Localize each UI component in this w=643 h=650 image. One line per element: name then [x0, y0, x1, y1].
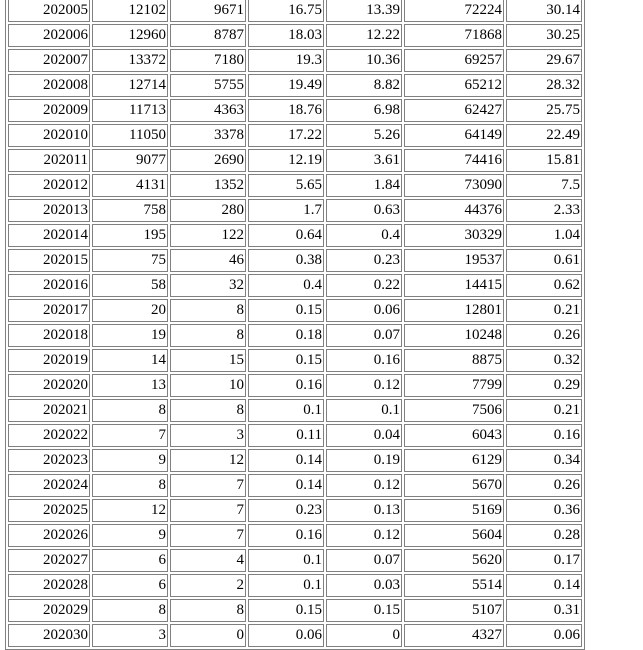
table-row [8, 199, 582, 222]
table-cell: 0.17 [506, 549, 582, 572]
table-cell: 0.38 [248, 249, 324, 272]
table-cell: 0.13 [326, 499, 402, 522]
table-cell: 12801 [404, 299, 504, 322]
table-cell: 72224 [404, 0, 504, 22]
table-row [8, 599, 582, 622]
table-cell: 0.26 [506, 474, 582, 497]
table-cell: 0.31 [506, 599, 582, 622]
table-cell: 0.21 [506, 399, 582, 422]
table-row [8, 274, 582, 297]
table-cell: 4327 [404, 624, 504, 647]
row-id-cell: 202013 [8, 199, 90, 222]
table-cell: 0.26 [506, 324, 582, 347]
table-row [8, 349, 582, 372]
table-cell: 5755 [170, 74, 246, 97]
row-id-cell: 202008 [8, 74, 90, 97]
row-id-cell: 202021 [8, 399, 90, 422]
table-cell: 17.22 [248, 124, 324, 147]
table-cell: 11050 [92, 124, 168, 147]
table-row [8, 424, 582, 447]
table-cell: 18.03 [248, 24, 324, 47]
table-cell: 9 [92, 449, 168, 472]
table-cell: 195 [92, 224, 168, 247]
row-id-cell: 202011 [8, 149, 90, 172]
table-cell: 1352 [170, 174, 246, 197]
table-cell: 71868 [404, 24, 504, 47]
table-cell: 19.49 [248, 74, 324, 97]
row-id-cell: 202007 [8, 49, 90, 72]
table-cell: 7799 [404, 374, 504, 397]
table-cell: 73090 [404, 174, 504, 197]
table-cell: 1.7 [248, 199, 324, 222]
table-cell: 0.07 [326, 549, 402, 572]
table-cell: 0.06 [326, 299, 402, 322]
table-cell: 1.04 [506, 224, 582, 247]
table-row [8, 99, 582, 122]
table-cell: 12.19 [248, 149, 324, 172]
table-cell: 28.32 [506, 74, 582, 97]
table-cell: 19.3 [248, 49, 324, 72]
row-id-cell: 202016 [8, 274, 90, 297]
table-cell: 0 [326, 624, 402, 647]
table-cell: 7180 [170, 49, 246, 72]
table-cell: 5.65 [248, 174, 324, 197]
table-cell: 0.11 [248, 424, 324, 447]
table-cell: 46 [170, 249, 246, 272]
table-cell: 7 [170, 524, 246, 547]
table-cell: 0.06 [248, 624, 324, 647]
table-cell: 8 [170, 599, 246, 622]
table-cell: 0.03 [326, 574, 402, 597]
table-cell: 4131 [92, 174, 168, 197]
table-cell: 8 [92, 474, 168, 497]
table-cell: 10.36 [326, 49, 402, 72]
table-row [8, 224, 582, 247]
table-cell: 5670 [404, 474, 504, 497]
table-cell: 75 [92, 249, 168, 272]
table-cell: 25.75 [506, 99, 582, 122]
table-cell: 0.19 [326, 449, 402, 472]
table-row [8, 449, 582, 472]
table-cell: 2.33 [506, 199, 582, 222]
table-cell: 8 [92, 599, 168, 622]
table-row [8, 549, 582, 572]
table-cell: 0.61 [506, 249, 582, 272]
table-cell: 7.5 [506, 174, 582, 197]
table-cell: 74416 [404, 149, 504, 172]
table-cell: 4 [170, 549, 246, 572]
table-cell: 5.26 [326, 124, 402, 147]
table-row [8, 474, 582, 497]
table-cell: 0.23 [248, 499, 324, 522]
table-cell: 10248 [404, 324, 504, 347]
table-cell: 15.81 [506, 149, 582, 172]
table-cell: 0.22 [326, 274, 402, 297]
row-id-cell: 202018 [8, 324, 90, 347]
table-row [8, 374, 582, 397]
row-id-cell: 202010 [8, 124, 90, 147]
table-cell: 8875 [404, 349, 504, 372]
table-cell: 58 [92, 274, 168, 297]
table-cell: 0.32 [506, 349, 582, 372]
table-cell: 30329 [404, 224, 504, 247]
table-cell: 12.22 [326, 24, 402, 47]
table-cell: 65212 [404, 74, 504, 97]
table-cell: 0.28 [506, 524, 582, 547]
table-row [8, 149, 582, 172]
table-cell: 18.76 [248, 99, 324, 122]
table-cell: 280 [170, 199, 246, 222]
table-cell: 1.84 [326, 174, 402, 197]
table-cell: 5169 [404, 499, 504, 522]
row-id-cell: 202019 [8, 349, 90, 372]
table-cell: 0.15 [248, 599, 324, 622]
table-cell: 0.62 [506, 274, 582, 297]
table-cell: 0.14 [248, 474, 324, 497]
table-cell: 6043 [404, 424, 504, 447]
row-id-cell: 202024 [8, 474, 90, 497]
table-cell: 8 [170, 324, 246, 347]
table-cell: 7506 [404, 399, 504, 422]
table-cell: 0.14 [506, 574, 582, 597]
table-row [8, 24, 582, 47]
table-row [8, 499, 582, 522]
table-cell: 7 [92, 424, 168, 447]
table-row [8, 124, 582, 147]
table-cell: 0.16 [506, 424, 582, 447]
row-id-cell: 202017 [8, 299, 90, 322]
table-cell: 0.16 [248, 524, 324, 547]
table-cell: 0.12 [326, 374, 402, 397]
row-id-cell: 202006 [8, 24, 90, 47]
table-cell: 13372 [92, 49, 168, 72]
table-cell: 0.15 [248, 299, 324, 322]
table-row [8, 299, 582, 322]
table-cell: 0.36 [506, 499, 582, 522]
table-cell: 4363 [170, 99, 246, 122]
table-row [8, 49, 582, 72]
table-cell: 12 [170, 449, 246, 472]
table-cell: 2 [170, 574, 246, 597]
table-cell: 0.4 [326, 224, 402, 247]
table-cell: 0.64 [248, 224, 324, 247]
table-cell: 122 [170, 224, 246, 247]
table-cell: 0.16 [326, 349, 402, 372]
table-cell: 0.4 [248, 274, 324, 297]
table-cell: 29.67 [506, 49, 582, 72]
table-cell: 8 [92, 399, 168, 422]
row-id-cell: 202027 [8, 549, 90, 572]
table-cell: 0.16 [248, 374, 324, 397]
table-cell: 6129 [404, 449, 504, 472]
table-row [8, 249, 582, 272]
table-cell: 19 [92, 324, 168, 347]
table-cell: 8787 [170, 24, 246, 47]
table-cell: 3378 [170, 124, 246, 147]
table-cell: 12102 [92, 0, 168, 22]
table-cell: 14 [92, 349, 168, 372]
table-row [8, 74, 582, 97]
table-cell: 30.14 [506, 0, 582, 22]
row-id-cell: 202005 [8, 0, 90, 22]
table-cell: 0.15 [248, 349, 324, 372]
table-cell: 14415 [404, 274, 504, 297]
table-cell: 9077 [92, 149, 168, 172]
table-cell: 0.06 [506, 624, 582, 647]
table-cell: 0.1 [326, 399, 402, 422]
table-cell: 7 [170, 474, 246, 497]
row-id-cell: 202028 [8, 574, 90, 597]
row-id-cell: 202014 [8, 224, 90, 247]
table-cell: 2690 [170, 149, 246, 172]
table-cell: 11713 [92, 99, 168, 122]
row-id-cell: 202025 [8, 499, 90, 522]
table-cell: 10 [170, 374, 246, 397]
table-cell: 69257 [404, 49, 504, 72]
table-cell: 19537 [404, 249, 504, 272]
table-cell: 12714 [92, 74, 168, 97]
row-id-cell: 202022 [8, 424, 90, 447]
table-cell: 0.14 [248, 449, 324, 472]
table-cell: 0.1 [248, 399, 324, 422]
row-id-cell: 202029 [8, 599, 90, 622]
table-cell: 62427 [404, 99, 504, 122]
table-cell: 0 [170, 624, 246, 647]
table-cell: 0.07 [326, 324, 402, 347]
table-row [8, 324, 582, 347]
table-row [8, 524, 582, 547]
table-cell: 20 [92, 299, 168, 322]
table-cell: 12960 [92, 24, 168, 47]
table-row [8, 399, 582, 422]
table-cell: 758 [92, 199, 168, 222]
table-cell: 16.75 [248, 0, 324, 22]
table-row [8, 0, 582, 22]
table-cell: 8 [170, 399, 246, 422]
table-cell: 8.82 [326, 74, 402, 97]
table-cell: 5107 [404, 599, 504, 622]
row-id-cell: 202015 [8, 249, 90, 272]
table-cell: 15 [170, 349, 246, 372]
table-cell: 30.25 [506, 24, 582, 47]
table-cell: 6.98 [326, 99, 402, 122]
table-cell: 7 [170, 499, 246, 522]
table-cell: 5620 [404, 549, 504, 572]
table-cell: 9 [92, 524, 168, 547]
table-cell: 5604 [404, 524, 504, 547]
table-cell: 0.63 [326, 199, 402, 222]
table-row [8, 624, 582, 647]
table-cell: 9671 [170, 0, 246, 22]
table-cell: 0.29 [506, 374, 582, 397]
table-cell: 6 [92, 549, 168, 572]
table-row [8, 174, 582, 197]
table-cell: 3 [92, 624, 168, 647]
table-row [8, 574, 582, 597]
table-cell: 12 [92, 499, 168, 522]
table-cell: 0.21 [506, 299, 582, 322]
table-cell: 0.04 [326, 424, 402, 447]
table-wrapper [5, 0, 585, 650]
table-cell: 3 [170, 424, 246, 447]
table-cell: 13.39 [326, 0, 402, 22]
table-cell: 44376 [404, 199, 504, 222]
table-cell: 0.15 [326, 599, 402, 622]
row-id-cell: 202009 [8, 99, 90, 122]
table-cell: 0.1 [248, 549, 324, 572]
table-cell: 0.23 [326, 249, 402, 272]
table-cell: 8 [170, 299, 246, 322]
table-cell: 32 [170, 274, 246, 297]
table-cell: 3.61 [326, 149, 402, 172]
table-cell: 0.1 [248, 574, 324, 597]
table-cell: 22.49 [506, 124, 582, 147]
row-id-cell: 202012 [8, 174, 90, 197]
table-body [8, 0, 582, 647]
row-id-cell: 202020 [8, 374, 90, 397]
table-cell: 5514 [404, 574, 504, 597]
row-id-cell: 202023 [8, 449, 90, 472]
data-table [5, 0, 585, 650]
table-cell: 64149 [404, 124, 504, 147]
table-cell: 0.12 [326, 474, 402, 497]
table-cell: 0.12 [326, 524, 402, 547]
table-cell: 0.18 [248, 324, 324, 347]
row-id-cell: 202030 [8, 624, 90, 647]
table-cell: 13 [92, 374, 168, 397]
table-cell: 6 [92, 574, 168, 597]
row-id-cell: 202026 [8, 524, 90, 547]
table-cell: 0.34 [506, 449, 582, 472]
